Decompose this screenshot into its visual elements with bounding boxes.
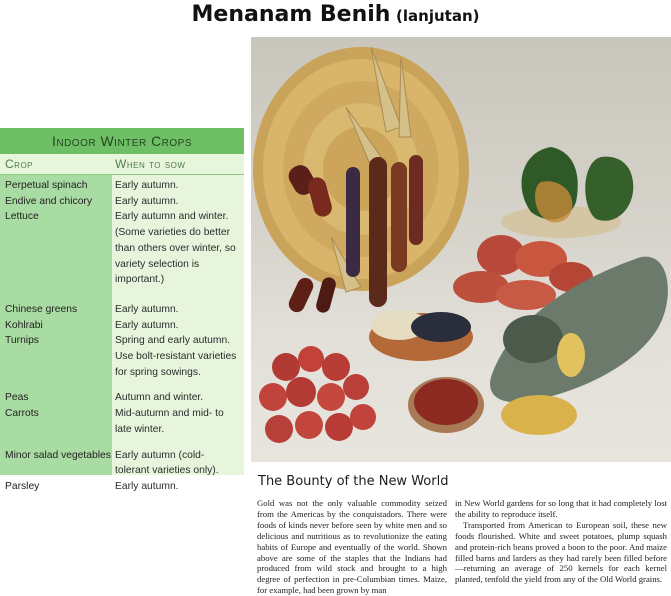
sow-time: Early autumn. xyxy=(115,303,179,315)
crop-name: Parsley xyxy=(5,480,40,492)
sow-time: Early autumn. xyxy=(115,480,179,492)
crops-table-rows xyxy=(0,178,244,495)
sow-time: Mid-autumn and mid- to late winter. xyxy=(115,408,224,435)
sow-time: Early autumn. xyxy=(115,195,179,207)
page-title-subtitle: (lanjutan) xyxy=(396,7,480,25)
table-row xyxy=(0,390,244,406)
crop-name: Perpetual spinach xyxy=(5,180,88,191)
table-row xyxy=(0,194,244,210)
crops-table-header xyxy=(0,156,244,175)
sow-time: Spring and early autumn. Use bolt-resistant varieties for spring sowings. xyxy=(115,335,237,378)
red-potatoes xyxy=(259,346,376,443)
table-row xyxy=(0,302,244,318)
table-row xyxy=(0,333,244,380)
basket-tray xyxy=(253,47,469,291)
sow-time: Early autumn. xyxy=(115,319,179,331)
crops-table-title: Indoor Winter Crops xyxy=(0,128,244,154)
crop-name: Carrots xyxy=(5,408,39,420)
table-row xyxy=(0,406,244,437)
sow-time: Early autumn. xyxy=(115,180,179,191)
food-still-life xyxy=(251,37,671,462)
table-row xyxy=(0,178,244,194)
sow-time: Early autumn (cold-tolerant varieties only). xyxy=(115,449,219,477)
bean-bowl xyxy=(369,310,473,361)
new-world-foods-photo xyxy=(251,37,671,462)
page-title xyxy=(0,2,671,27)
crop-name: Turnips xyxy=(5,335,39,347)
article-column-left: Gold was not the only valuable commodity seized from the Americas by the conquistadors. There were foods of kinds never before seen by white men and so delicious and nutritious as to revolutionize the eating habits of Europe and eventually of the world. Shown above are some of the staples that the Indians had produced from wild stock and brought to a high degree of perfection in pre-Columbian times. Maize, for example, had been grown by man xyxy=(257,498,447,596)
table-row xyxy=(0,318,244,334)
crop-name: Lettuce xyxy=(5,211,39,223)
crops-table xyxy=(0,128,244,492)
article-paragraph: Transported from American to European soil, these new foods flourished. White and sweet potatoes, plump squash and protein-rich beans proved a boon to the poor. And maize filled barns and larders as they had rarely been filled before—returning an average of 250 kernels for each kernel planted, tenfold the yield from any of the Old World grains. xyxy=(455,519,667,585)
page-title-main: Menanam Benih xyxy=(191,2,391,27)
crop-name: Minor salad vegetables xyxy=(5,449,111,461)
table-row xyxy=(0,448,244,479)
crop-name: Chinese greens xyxy=(5,303,78,315)
crop-name: Endive and chicory xyxy=(5,195,93,207)
header-crop: Crop xyxy=(5,157,34,171)
article-paragraph: in New World gardens for so long that it had completely lost the ability to reproduce itself. xyxy=(455,498,667,519)
crop-name: Kohlrabi xyxy=(5,319,43,331)
header-when-to-sow: When to sow xyxy=(115,157,186,171)
crop-name: Peas xyxy=(5,392,29,404)
article-column-right xyxy=(455,498,667,585)
sow-time: Autumn and winter. xyxy=(115,392,204,404)
squash-bowl xyxy=(501,147,633,238)
photo-caption: The Bounty of the New World xyxy=(258,474,449,489)
sow-time: Early autumn and winter. (Some varieties do better than others over winter, so variety selection is important.) xyxy=(115,211,236,286)
kidney-bean-dish xyxy=(408,377,484,433)
table-row xyxy=(0,209,244,288)
table-row xyxy=(0,479,244,495)
